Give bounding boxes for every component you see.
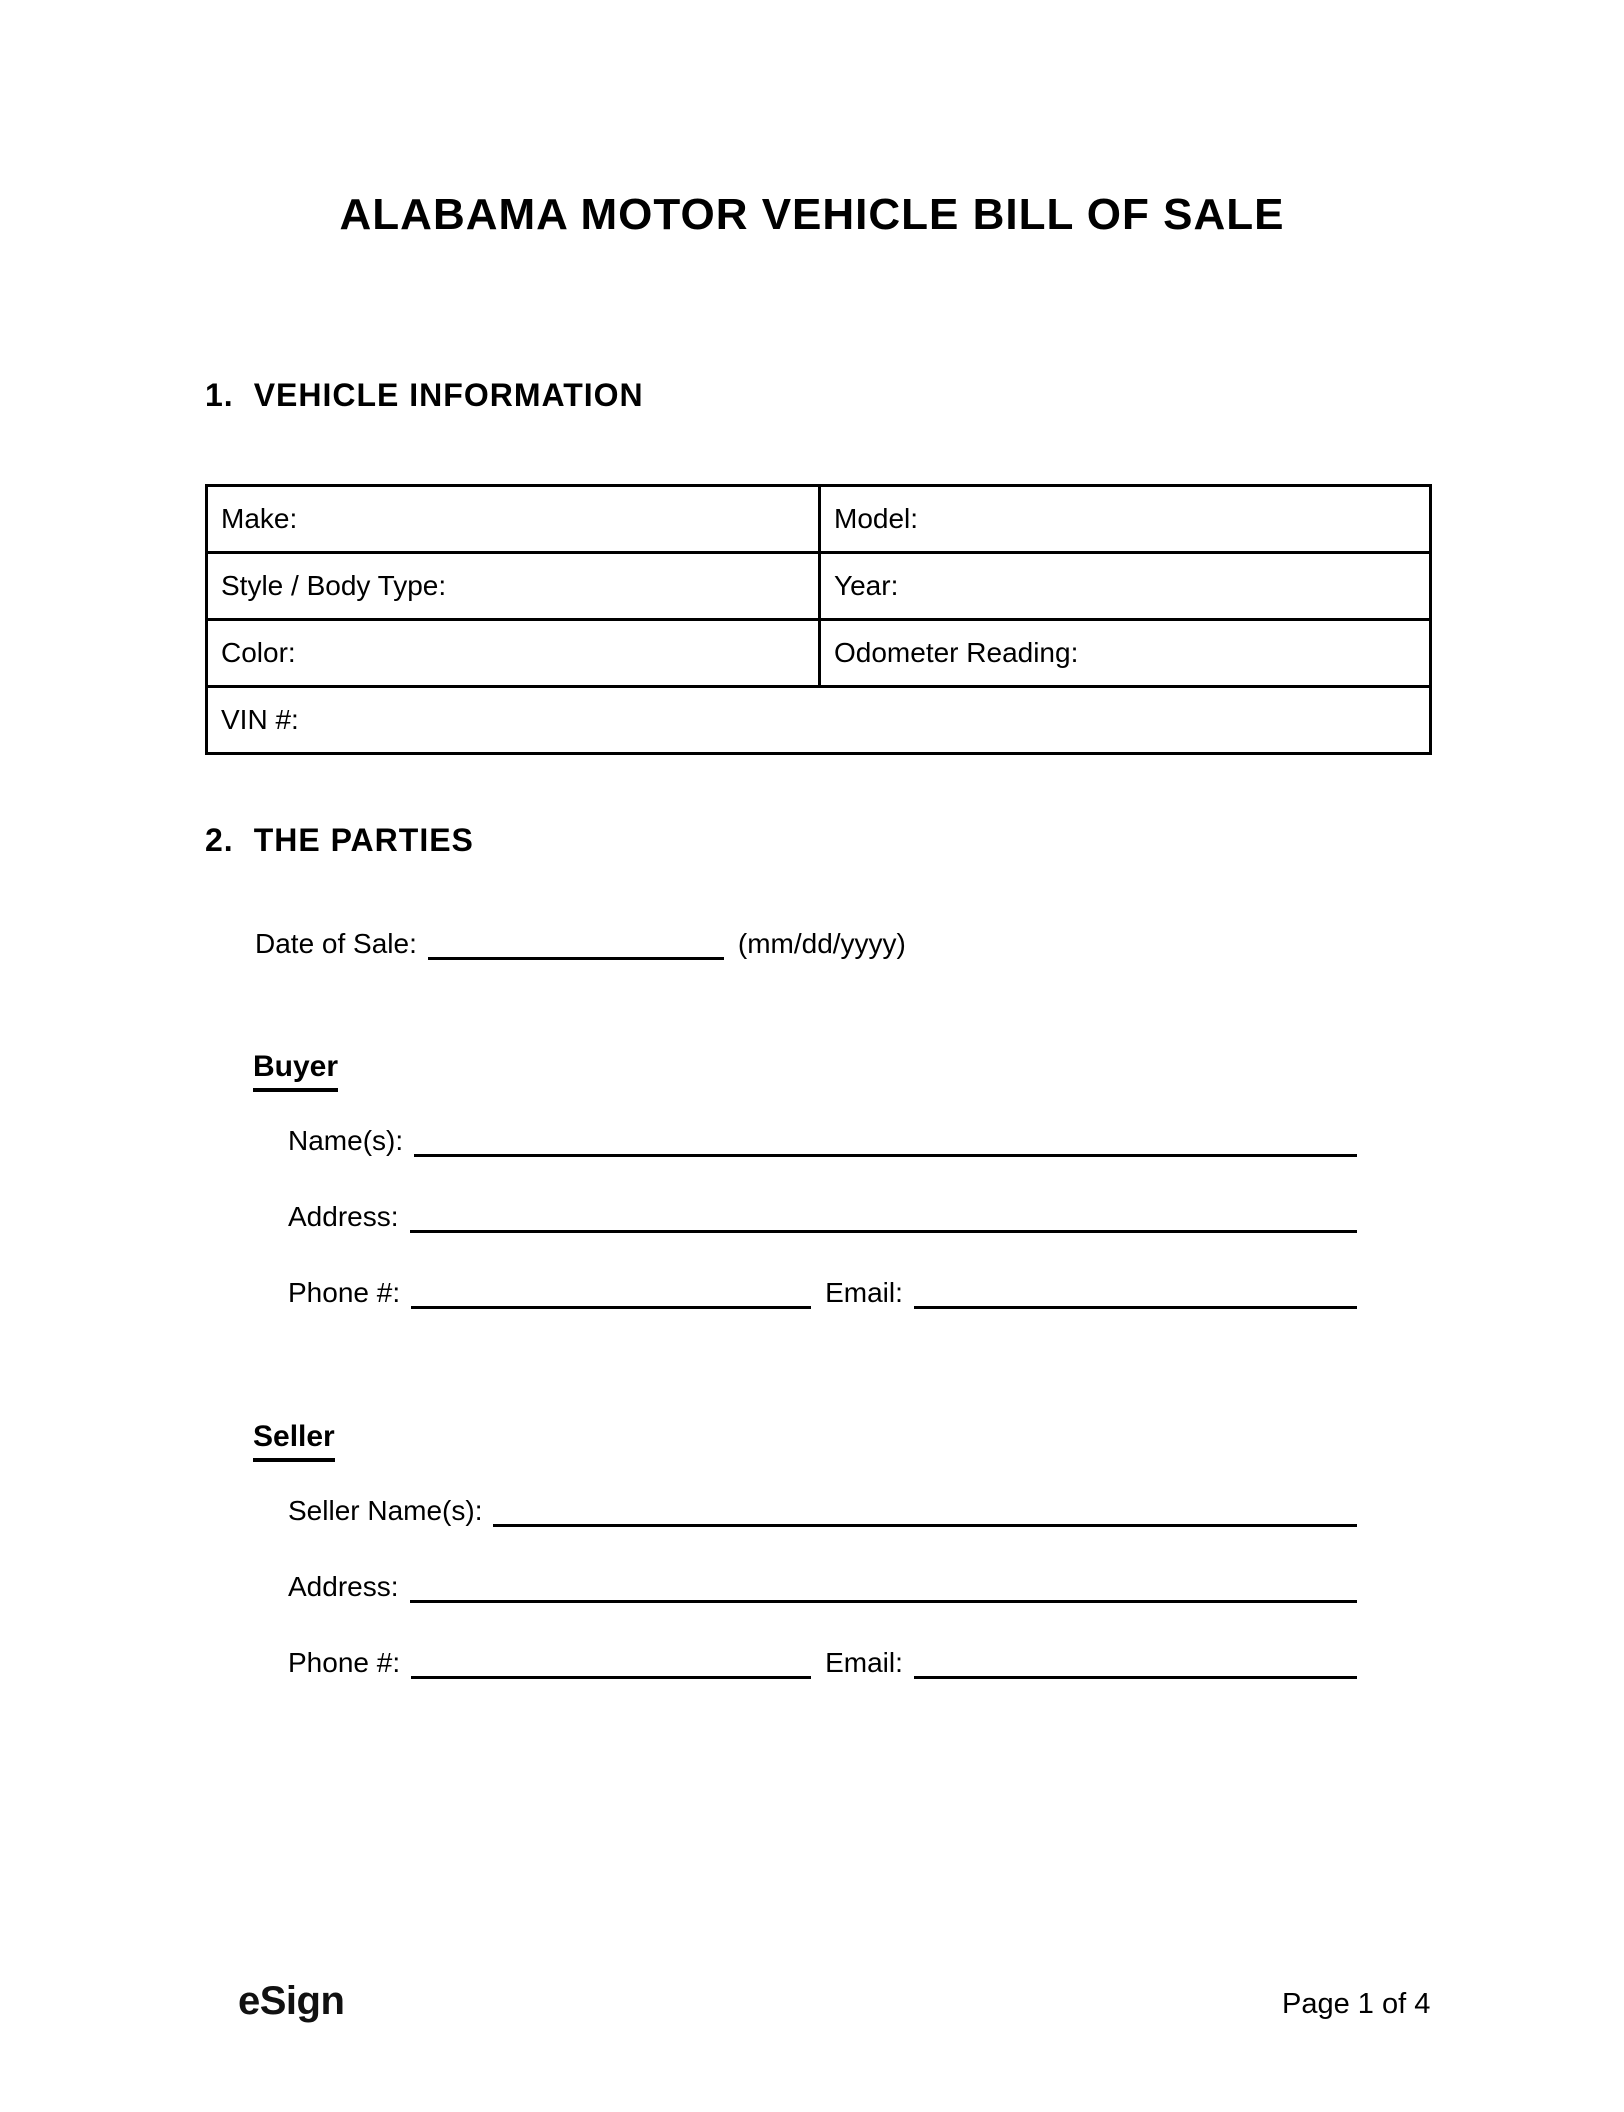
table-row: [207, 620, 1431, 687]
table-row: [207, 486, 1431, 553]
seller-name-label: Seller Name(s):: [288, 1495, 483, 1526]
page-indicator: Page 1 of 4: [1282, 1988, 1431, 2020]
year-label: Year:: [834, 570, 899, 601]
page-title: ALABAMA MOTOR VEHICLE BILL OF SALE: [339, 190, 1285, 239]
seller-phone-label: Phone #:: [288, 1647, 401, 1678]
year-cell[interactable]: [820, 553, 1431, 620]
date-of-sale-label: Date of Sale:: [255, 928, 417, 959]
style-body-type-label: Style / Body Type:: [221, 570, 447, 601]
seller-name-input[interactable]: [493, 1524, 1357, 1527]
seller-email-input[interactable]: [914, 1676, 1357, 1679]
table-row: [207, 553, 1431, 620]
esign-logo: eSign: [238, 1979, 345, 2023]
buyer-email-input[interactable]: [914, 1306, 1357, 1309]
buyer-address-line: [288, 1199, 1357, 1235]
seller-email-label: Email:: [825, 1647, 903, 1678]
buyer-phone-email-line: [288, 1275, 1357, 1311]
buyer-address-label: Address:: [288, 1201, 399, 1232]
buyer-phone-input[interactable]: [411, 1306, 811, 1309]
date-format-hint: (mm/dd/yyyy): [737, 928, 906, 959]
color-label: Color:: [221, 637, 296, 668]
make-label: Make:: [221, 503, 298, 534]
section-heading-the-parties: [205, 821, 474, 859]
seller-phone-input[interactable]: [411, 1676, 811, 1679]
model-label: Model:: [834, 503, 919, 534]
buyer-heading: Buyer: [253, 1049, 338, 1092]
section-label: VEHICLE INFORMATION: [253, 377, 644, 413]
vehicle-info-table: [205, 484, 1432, 755]
seller-address-line: [288, 1569, 1357, 1605]
buyer-phone-label: Phone #:: [288, 1277, 401, 1308]
seller-phone-email-line: [288, 1645, 1357, 1681]
buyer-name-input[interactable]: [414, 1154, 1357, 1157]
odometer-cell[interactable]: [820, 620, 1431, 687]
vin-label: VIN #:: [221, 704, 299, 735]
seller-name-line: [288, 1493, 1357, 1529]
buyer-email-label: Email:: [825, 1277, 903, 1308]
seller-address-input[interactable]: [410, 1600, 1358, 1603]
model-cell[interactable]: [820, 486, 1431, 553]
seller-address-label: Address:: [288, 1571, 399, 1602]
buyer-name-label: Name(s):: [288, 1125, 404, 1156]
vin-cell[interactable]: [207, 687, 1431, 754]
buyer-address-input[interactable]: [410, 1230, 1358, 1233]
color-cell[interactable]: [207, 620, 820, 687]
buyer-name-line: [288, 1123, 1357, 1159]
odometer-label: Odometer Reading:: [834, 637, 1079, 668]
seller-heading: Seller: [253, 1419, 335, 1462]
date-of-sale-input[interactable]: [428, 957, 724, 960]
section-heading-vehicle-information: [205, 376, 644, 414]
section-number: 2.: [205, 822, 234, 858]
make-cell[interactable]: [207, 486, 820, 553]
section-number: 1.: [205, 377, 234, 413]
date-of-sale-line: [255, 926, 906, 962]
table-row: [207, 687, 1431, 754]
section-label: THE PARTIES: [253, 822, 474, 858]
style-body-type-cell[interactable]: [207, 553, 820, 620]
